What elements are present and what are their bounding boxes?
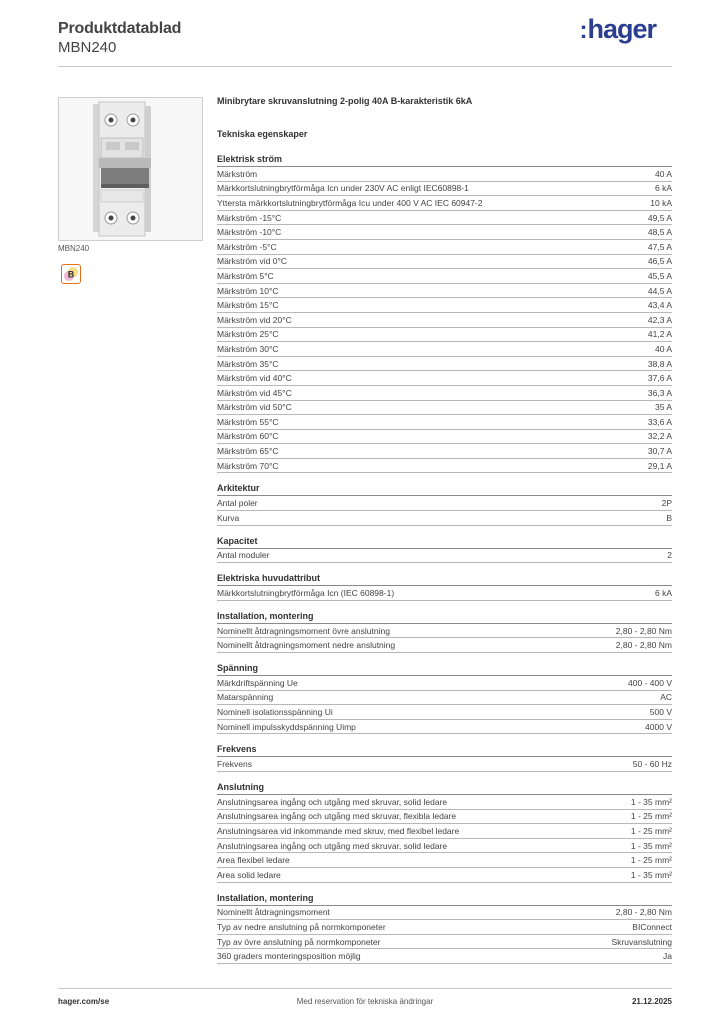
spec-value: 29,1 A <box>647 460 672 471</box>
technical-properties-title: Tekniska egenskaper <box>217 129 308 139</box>
spec-row <box>217 757 672 772</box>
footer-website: hager.com/se <box>58 997 110 1006</box>
spec-label: Märkkortslutningbrytförmåga Icn under 230V AC enligt IEC60898-1 <box>217 183 469 194</box>
spec-value: 2,80 - 2,80 Nm <box>615 907 672 918</box>
spec-row <box>217 459 672 474</box>
spec-section <box>217 781 672 883</box>
section-heading: Kapacitet <box>217 535 672 549</box>
spec-row <box>217 906 672 921</box>
product-image <box>58 97 203 241</box>
spec-value: 1 - 35 mm² <box>630 796 672 807</box>
eco-badge-icon <box>61 264 81 284</box>
spec-row <box>217 496 672 511</box>
spec-value: AC <box>660 692 672 703</box>
spec-section <box>217 662 672 734</box>
spec-label: Märkström vid 40°C <box>217 373 292 384</box>
section-heading: Spänning <box>217 662 672 676</box>
spec-value: 44,5 A <box>647 285 672 296</box>
spec-row <box>217 255 672 270</box>
section-heading: Arkitektur <box>217 482 672 496</box>
spec-row <box>217 167 672 182</box>
hager-logo <box>579 14 656 45</box>
spec-row <box>217 269 672 284</box>
document-title: Produktdatablad <box>58 20 182 37</box>
spec-value: 400 - 400 V <box>628 677 672 688</box>
spec-label: Antal moduler <box>217 550 270 561</box>
spec-label: Märkström -5°C <box>217 241 277 252</box>
spec-value: 42,3 A <box>647 314 672 325</box>
spec-value: 500 V <box>649 707 672 718</box>
spec-section <box>217 535 672 564</box>
spec-label: Anslutningsarea ingång och utgång med skruvar, flexibla ledare <box>217 811 457 822</box>
spec-row <box>217 720 672 735</box>
spec-label: Märkström -10°C <box>217 227 282 238</box>
spec-label: Märkström <box>217 168 258 179</box>
spec-value: 50 - 60 Hz <box>632 759 672 770</box>
spec-label: Märkström 15°C <box>217 300 279 311</box>
spec-value: 45,5 A <box>647 270 672 281</box>
spec-value: Ja <box>663 951 672 962</box>
spec-value: 46,5 A <box>647 256 672 267</box>
spec-label: Märkström 10°C <box>217 285 279 296</box>
spec-value: 1 - 25 mm² <box>630 811 672 822</box>
spec-value: 38,8 A <box>647 358 672 369</box>
spec-row <box>217 313 672 328</box>
spec-row <box>217 371 672 386</box>
spec-row <box>217 182 672 197</box>
spec-label: Märkström 25°C <box>217 329 279 340</box>
spec-label: Area flexibel ledare <box>217 855 290 866</box>
spec-row <box>217 935 672 950</box>
spec-value: Skruvanslutning <box>611 936 672 947</box>
spec-section <box>217 572 672 601</box>
spec-row <box>217 949 672 964</box>
section-heading: Elektriska huvudattribut <box>217 572 672 586</box>
spec-value: 49,5 A <box>647 212 672 223</box>
spec-section <box>217 153 672 473</box>
spec-label: Matarspänning <box>217 692 274 703</box>
spec-label: Anslutningsarea ingång och utgång med skruvar, solid ledare <box>217 796 448 807</box>
spec-label: Märkström vid 0°C <box>217 256 287 267</box>
spec-value: 6 kA <box>654 183 672 194</box>
spec-value: 33,6 A <box>647 416 672 427</box>
spec-value: 48,5 A <box>647 227 672 238</box>
spec-label: Anslutningsarea vid inkommande med skruv, med flexibel ledare <box>217 825 460 836</box>
section-heading: Anslutning <box>217 781 672 795</box>
spec-section <box>217 482 672 525</box>
section-heading: Frekvens <box>217 743 672 757</box>
product-description: Minibrytare skruvanslutning 2-polig 40A B-karakteristik 6kA <box>217 96 473 106</box>
spec-label: Märkkortslutningbrytförmåga Icn (IEC 60898-1) <box>217 588 395 599</box>
spec-value: 43,4 A <box>647 300 672 311</box>
spec-label: Märkström 65°C <box>217 446 279 457</box>
product-code: MBN240 <box>58 39 117 56</box>
spec-value: 37,6 A <box>647 373 672 384</box>
spec-label: Märkström vid 20°C <box>217 314 292 325</box>
spec-value: 30,7 A <box>647 446 672 457</box>
circuit-breaker-illustration <box>59 98 202 240</box>
logo-text: hager <box>587 14 656 44</box>
spec-row <box>217 444 672 459</box>
spec-label: Kurva <box>217 512 240 523</box>
section-heading: Installation, montering <box>217 610 672 624</box>
spec-label: Yttersta märkkortslutningbrytförmåga Icu under 400 V AC IEC 60947-2 <box>217 197 483 208</box>
spec-value: 32,2 A <box>647 431 672 442</box>
spec-value: 2,80 - 2,80 Nm <box>615 640 672 651</box>
header-divider <box>58 66 672 67</box>
spec-row <box>217 401 672 416</box>
spec-label: Märkström 70°C <box>217 460 279 471</box>
spec-value: 36,3 A <box>647 387 672 398</box>
spec-label: Antal poler <box>217 498 258 509</box>
spec-row <box>217 298 672 313</box>
spec-row <box>217 342 672 357</box>
spec-row <box>217 328 672 343</box>
spec-row <box>217 586 672 601</box>
spec-label: Typ av övre anslutning på normkomponeter <box>217 936 381 947</box>
spec-label: Nominellt åtdragningsmoment <box>217 907 330 918</box>
spec-label: Nominellt åtdragningsmoment nedre anslutning <box>217 640 396 651</box>
spec-value: 47,5 A <box>647 241 672 252</box>
spec-row <box>217 240 672 255</box>
spec-label: Märkström -15°C <box>217 212 282 223</box>
spec-row <box>217 430 672 445</box>
footer-divider <box>58 988 672 989</box>
spec-value: 2 <box>667 550 672 561</box>
spec-value: 35 A <box>654 402 672 413</box>
spec-value: 1 - 25 mm² <box>630 855 672 866</box>
spec-row <box>217 284 672 299</box>
spec-row <box>217 868 672 883</box>
spec-row <box>217 839 672 854</box>
spec-section <box>217 610 672 653</box>
spec-row <box>217 853 672 868</box>
spec-label: Märkdriftspänning Ue <box>217 677 298 688</box>
spec-sections <box>217 153 672 964</box>
spec-label: Nominell isolationsspänning Ui <box>217 707 333 718</box>
spec-label: Märkström 60°C <box>217 431 279 442</box>
spec-label: Märkström vid 45°C <box>217 387 292 398</box>
spec-value: 6 kA <box>654 588 672 599</box>
spec-value: B <box>666 512 672 523</box>
spec-value: 1 - 35 mm² <box>630 840 672 851</box>
spec-value: 2,80 - 2,80 Nm <box>615 625 672 636</box>
footer-disclaimer: Med reservation för tekniska ändringar <box>296 997 434 1006</box>
spec-label: Märkström 55°C <box>217 416 279 427</box>
spec-label: Nominell impulsskyddspänning Uimp <box>217 721 356 732</box>
spec-section <box>217 743 672 772</box>
spec-row <box>217 211 672 226</box>
spec-row <box>217 691 672 706</box>
spec-value: BIConnect <box>632 921 672 932</box>
spec-row <box>217 795 672 810</box>
spec-row <box>217 511 672 526</box>
spec-value: 2P <box>661 498 672 509</box>
spec-value: 40 A <box>654 343 672 354</box>
spec-label: 360 graders monteringsposition möjlig <box>217 951 361 962</box>
spec-label: Märkström 30°C <box>217 343 279 354</box>
spec-label: Anslutningsarea ingång och utgång med skruvar, solid ledare <box>217 840 448 851</box>
spec-row <box>217 196 672 211</box>
spec-label: Nominellt åtdragningsmoment övre anslutning <box>217 625 390 636</box>
badge-letter: B <box>67 269 75 280</box>
spec-row <box>217 386 672 401</box>
spec-row <box>217 676 672 691</box>
spec-label: Typ av nedre anslutning på normkomponeter <box>217 921 386 932</box>
spec-row <box>217 638 672 653</box>
spec-value: 1 - 35 mm² <box>630 869 672 880</box>
document-header <box>58 20 181 56</box>
spec-value: 4000 V <box>645 721 672 732</box>
footer-date: 21.12.2025 <box>631 997 672 1006</box>
spec-row <box>217 225 672 240</box>
badge-icon <box>62 265 80 283</box>
image-caption: MBN240 <box>58 244 90 253</box>
spec-row <box>217 624 672 639</box>
spec-value: 1 - 25 mm² <box>630 825 672 836</box>
spec-label: Frekvens <box>217 759 252 770</box>
logo-mark: : <box>579 17 588 44</box>
spec-label: Area solid ledare <box>217 869 281 880</box>
specification-content <box>217 96 672 964</box>
spec-value: 41,2 A <box>647 329 672 340</box>
spec-label: Märkström vid 50°C <box>217 402 292 413</box>
spec-row <box>217 357 672 372</box>
spec-section <box>217 892 672 964</box>
spec-row <box>217 415 672 430</box>
section-heading: Installation, montering <box>217 892 672 906</box>
spec-row <box>217 824 672 839</box>
spec-row <box>217 549 672 564</box>
spec-label: Märkström 35°C <box>217 358 279 369</box>
spec-row <box>217 920 672 935</box>
spec-value: 40 A <box>654 168 672 179</box>
spec-row <box>217 810 672 825</box>
spec-value: 10 kA <box>650 197 672 208</box>
spec-label: Märkström 5°C <box>217 270 274 281</box>
section-heading: Elektrisk ström <box>217 153 672 167</box>
spec-row <box>217 705 672 720</box>
